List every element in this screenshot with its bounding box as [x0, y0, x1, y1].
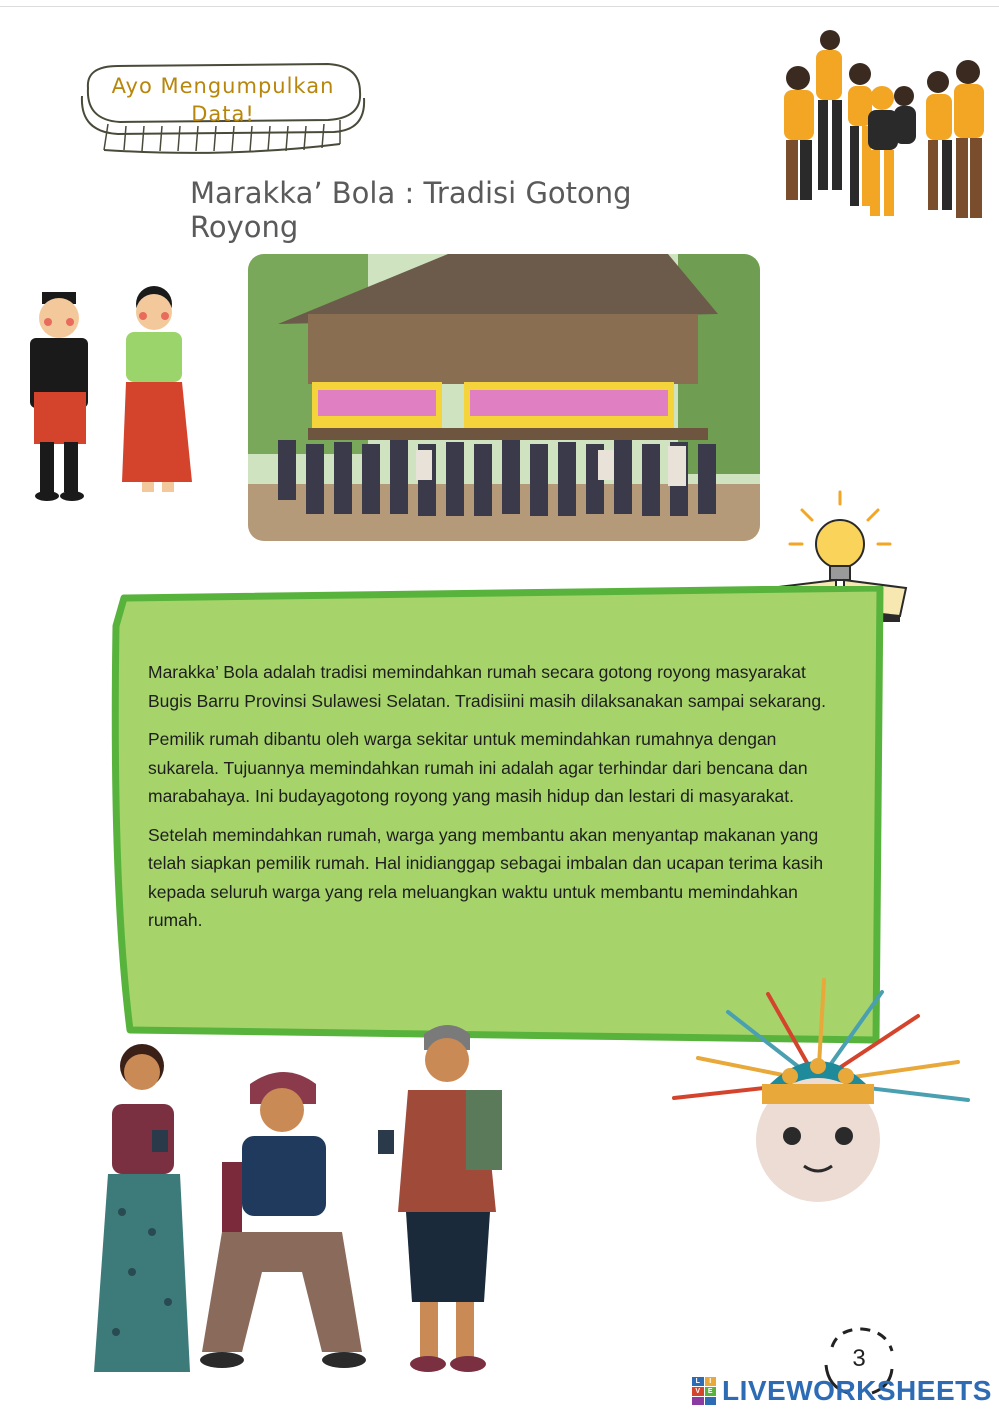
info-paragraph-2: Pemilik rumah dibantu oleh warga sekitar untuk memindahkan rumahnya dengan sukarela. Tujuannya memindahkan rumah ini adalah agar terhindar dari bencana dan marabahaya. Ini budayagotong royong yang masih hidup dan lestari di masyarakat.: [148, 729, 808, 806]
marakka-bola-photo: [248, 254, 760, 541]
badge-line-1: Ayo Mengumpulkan: [111, 74, 335, 98]
badge-line-2: Data!: [191, 102, 255, 126]
page-number-text: 3: [852, 1345, 866, 1372]
top-divider: [0, 6, 999, 7]
bugis-couple-illustration: [22, 282, 222, 512]
traditional-headdress-illustration: [668, 972, 988, 1212]
info-text: [148, 658, 848, 945]
liveworksheets-logo-icon: L I V E: [692, 1377, 716, 1405]
villagers-illustration: [72, 1012, 512, 1392]
liveworksheets-watermark[interactable]: [692, 1373, 992, 1409]
watermark-text: LIVEWORKSHEETS: [722, 1375, 992, 1406]
title-line-1: Marakka’ Bola : Tradisi Gotong Royong: [190, 176, 632, 244]
children-circle-illustration: [770, 26, 990, 226]
section-badge: [78, 58, 368, 158]
info-paragraph-1: Marakka’ Bola adalah tradisi memindahkan rumah secara gotong royong masyarakat Bugis Barru Provinsi Sulawesi Selatan. Tradisiini masih dilaksanakan sampai sekarang.: [148, 662, 826, 711]
info-paragraph-3: Setelah memindahkan rumah, warga yang membantu akan menyantap makanan yang telah siapkan pemilik rumah. Hal inidianggap sebagai imbalan dan ucapan terima kasih kepada seluruh warga yang rela meluangkan waktu untuk membantu memindahkan rumah.: [148, 824, 824, 930]
